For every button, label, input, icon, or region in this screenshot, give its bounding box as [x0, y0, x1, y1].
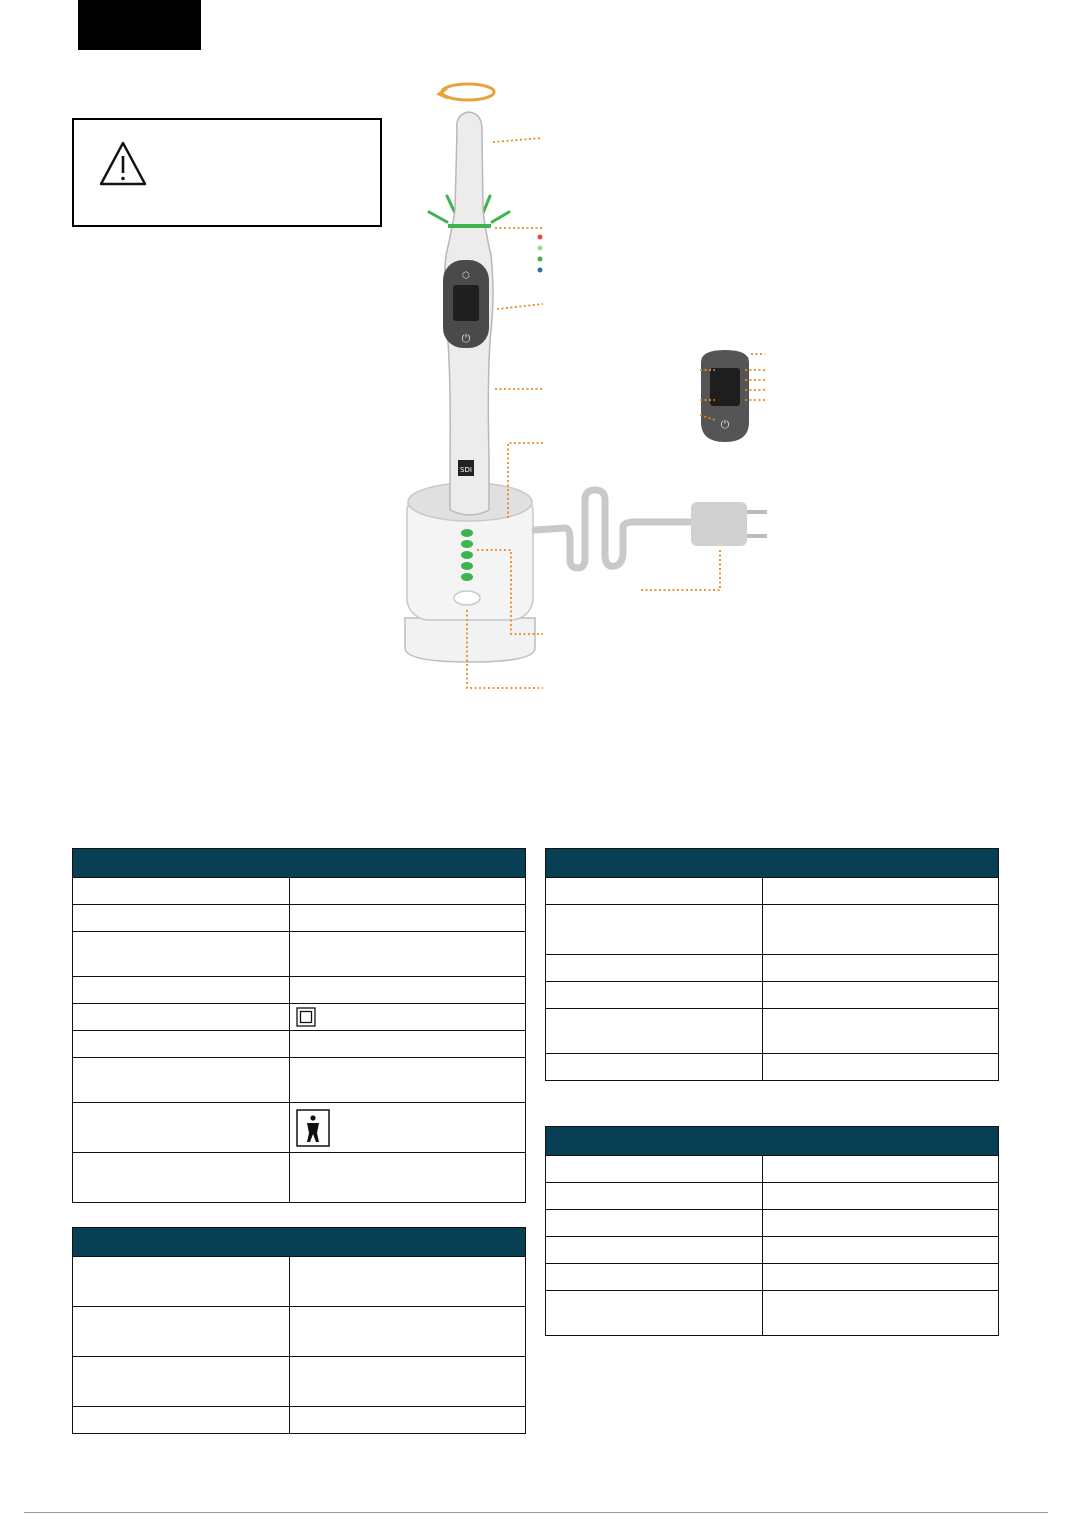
table-cell — [290, 977, 526, 1004]
table-header — [73, 1228, 526, 1257]
warning-box — [72, 118, 382, 227]
table-cell — [290, 1407, 526, 1434]
table-cell — [73, 1257, 290, 1307]
table-cell — [73, 1153, 290, 1203]
power-cable — [535, 490, 695, 568]
double-square-icon — [296, 1007, 316, 1027]
table-cell — [290, 905, 526, 932]
body-type-icon — [296, 1109, 330, 1147]
svg-text:⬡: ⬡ — [462, 271, 470, 281]
table-cell — [763, 982, 999, 1009]
table-cell — [290, 1357, 526, 1407]
table-cell — [290, 1153, 526, 1203]
table-cell — [546, 1156, 763, 1183]
table-cell — [546, 1291, 763, 1336]
page-tab-marker — [78, 0, 201, 50]
table-cell — [73, 1004, 290, 1031]
table-cell — [73, 1357, 290, 1407]
table-cell — [763, 1264, 999, 1291]
table-cell — [73, 932, 290, 977]
sdi-logo: SDI — [460, 466, 472, 474]
device-illustration — [395, 70, 825, 710]
table-cell — [73, 1103, 290, 1153]
table-cell — [763, 1210, 999, 1237]
table-cell — [546, 1183, 763, 1210]
table-cell — [763, 878, 999, 905]
table-cell — [290, 1307, 526, 1357]
specs-table-2 — [72, 1227, 526, 1434]
warning-triangle-icon — [98, 140, 148, 188]
curing-light-handpiece — [443, 112, 493, 515]
specs-table-3 — [545, 848, 999, 1081]
table-cell — [290, 1004, 526, 1031]
table-header — [546, 1127, 999, 1156]
table-cell — [546, 982, 763, 1009]
table-cell — [73, 878, 290, 905]
page-bottom-rule — [24, 1512, 1048, 1513]
table-cell — [763, 955, 999, 982]
table-cell — [546, 1054, 763, 1081]
control-panel-inset — [701, 350, 749, 442]
specs-table-4 — [545, 1126, 999, 1336]
specs-table-1 — [72, 848, 526, 1203]
table-cell — [763, 1237, 999, 1264]
table-cell — [546, 905, 763, 955]
table-cell — [290, 932, 526, 977]
table-cell — [290, 1257, 526, 1307]
table-cell — [290, 878, 526, 905]
svg-text:⏻: ⏻ — [720, 418, 730, 431]
table-cell — [546, 1264, 763, 1291]
table-header — [73, 849, 526, 878]
table-cell — [546, 1009, 763, 1054]
table-cell — [73, 1307, 290, 1357]
table-cell — [73, 1407, 290, 1434]
table-cell — [763, 1156, 999, 1183]
table-cell — [546, 878, 763, 905]
table-cell — [546, 1237, 763, 1264]
table-cell — [290, 1031, 526, 1058]
power-icon: ⏻ — [461, 332, 471, 345]
table-cell — [546, 1210, 763, 1237]
table-cell — [763, 1291, 999, 1336]
table-cell — [763, 1054, 999, 1081]
table-header — [546, 849, 999, 878]
table-cell — [73, 1058, 290, 1103]
table-cell — [763, 1009, 999, 1054]
table-cell — [73, 1031, 290, 1058]
table-cell — [73, 977, 290, 1004]
table-cell — [73, 905, 290, 932]
table-cell — [546, 955, 763, 982]
table-cell — [290, 1058, 526, 1103]
rotate-arrow-icon — [439, 84, 494, 100]
power-plug-icon — [691, 502, 767, 546]
table-cell — [763, 905, 999, 955]
led-dots-icon — [538, 235, 543, 273]
table-cell — [290, 1103, 526, 1153]
table-cell — [763, 1183, 999, 1210]
